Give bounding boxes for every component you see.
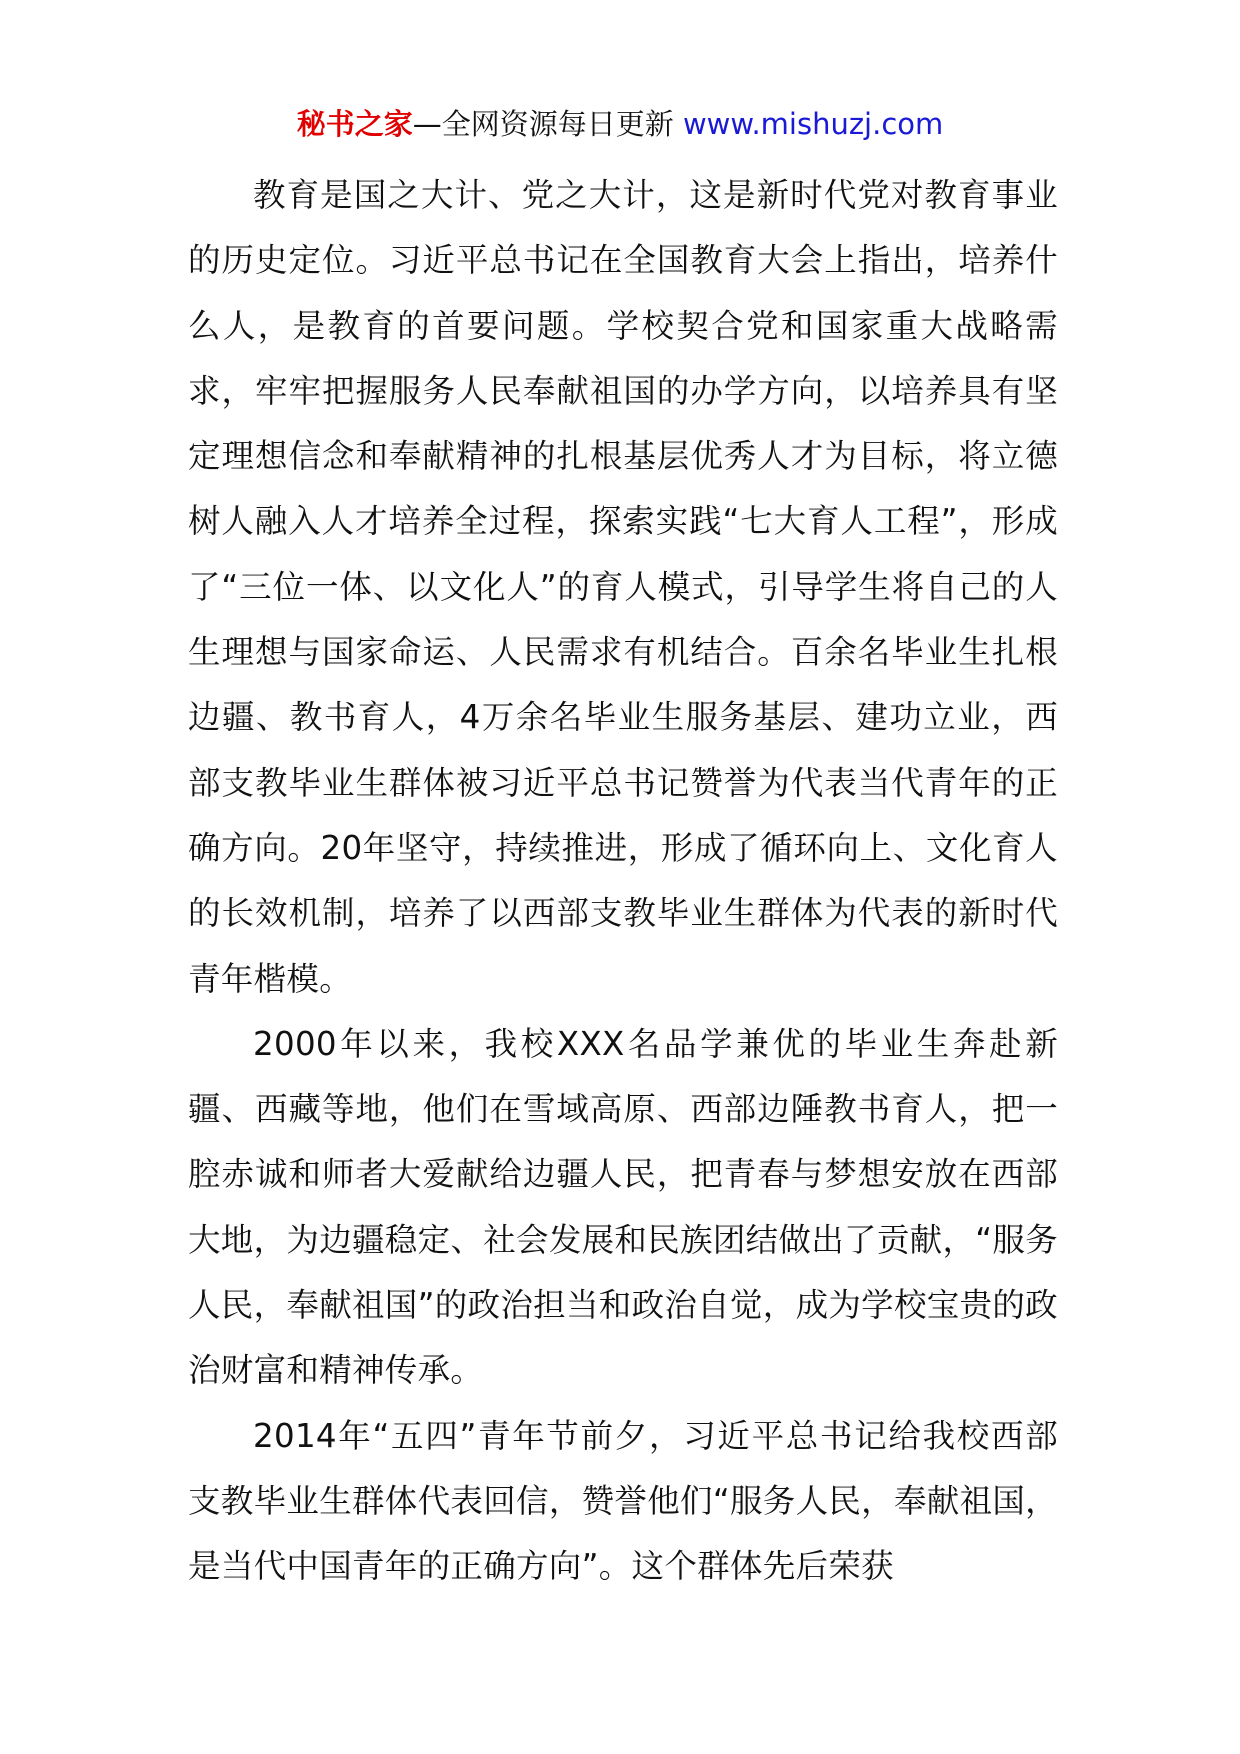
- header-url-link[interactable]: www.mishuzj.com: [682, 107, 944, 141]
- header-slogan: —全网资源每日更新: [412, 107, 683, 141]
- header-brand: 秘书之家: [296, 107, 413, 141]
- page-header: [0, 104, 1240, 144]
- paragraph-3: 2014年“五四”青年节前夕，习近平总书记给我校西部支教毕业生群体代表回信，赞誉他们“服务人民，奉献祖国，是当代中国青年的正确方向”。这个群体先后荣获: [188, 1416, 1058, 1586]
- document-body: [188, 163, 1058, 1600]
- paragraph-1: 教育是国之大计、党之大计，这是新时代党对教育事业的历史定位。习近平总书记在全国教育大会上指出，培养什么人，是教育的首要问题。学校契合党和国家重大战略需求，牢牢把握服务人民奉献祖国的办学方向，以培养具有坚定理想信念和奉献精神的扎根基层优秀人才为目标，将立德树人融入人才培养全过程，探索实践“七大育人工程”，形成了“三位一体、以文化人”的育人模式，引导学生将自己的人生理想与国家命运、人民需求有机结合。百余名毕业生扎根边疆、教书育人，4万余名毕业生服务基层、建功立业，西部支教毕业生群体被习近平总书记赞誉为代表当代青年的正确方向。20年坚守，持续推进，形成了循环向上、文化育人的长效机制，培养了以西部支教毕业生群体为代表的新时代青年楷模。: [188, 176, 1058, 998]
- paragraph-2: 2000年以来，我校XXX名品学兼优的毕业生奔赴新疆、西藏等地，他们在雪域高原、西部边陲教书育人，把一腔赤诚和师者大爱献给边疆人民，把青春与梦想安放在西部大地，为边疆稳定、社会发展和民族团结做出了贡献，“服务人民，奉献祖国”的政治担当和政治自觉，成为学校宝贵的政治财富和精神传承。: [188, 1024, 1058, 1390]
